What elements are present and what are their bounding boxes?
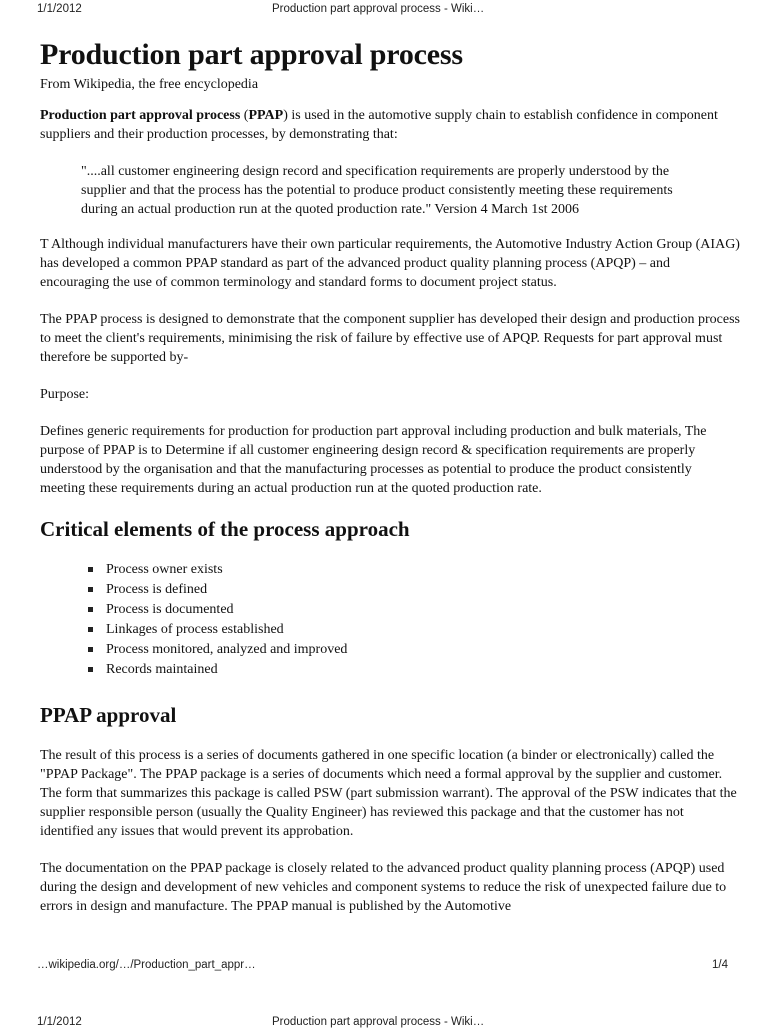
next-page-title: Production part approval process - Wiki…	[272, 1016, 485, 1028]
header-date: 1/1/2012	[37, 3, 82, 15]
footer-page-number: 1/4	[712, 959, 728, 971]
intro-paragraph	[40, 106, 740, 144]
page-title: Production part approval process	[40, 38, 463, 71]
definition-quote: "....all customer engineering design record and specification requirements are properly understood by the supplier and that the process has the potential to produce product consistently meeting these requirements during an actual production run at the quoted production rate." Version 4 March 1st 2006	[81, 164, 673, 217]
purpose-label: Purpose:	[40, 387, 89, 402]
intro-open: (	[240, 108, 249, 123]
article-source: From Wikipedia, the free encyclopedia	[40, 77, 259, 92]
aiag-paragraph: T Although individual manufacturers have their own particular requirements, the Automotive Industry Action Group (AIAG) has developed a common PPAP standard as part of the advanced product quality planning process (APQP) – and encouraging the use of common terminology and standard forms to document project status.	[40, 237, 740, 290]
list-item: Process owner exists	[106, 560, 740, 580]
list-item: Linkages of process established	[106, 620, 740, 640]
critical-elements-heading: Critical elements of the process approach	[40, 517, 410, 541]
result-paragraph: The result of this process is a series of documents gathered in one specific location (a binder or electronically) called the "PPAP Package". The PPAP package is a series of documents which need a formal approval by the supplier and customer. The form that summarizes this package is called PSW (part submission warrant). The approval of the PSW indicates that the supplier responsible person (usually the Quality Engineer) has reviewed this package and that the customer has not identified any issues that would prevent its approbation.	[40, 748, 737, 839]
purpose-paragraph: Defines generic requirements for production for production part approval including production and bulk materials, The purpose of PPAP is to Determine if all customer engineering design record & specification requirements are properly understood by the organisation and that the manufacturing processes as potential to produce the product consistently meeting these requirements during an actual production run at the quoted production rate.	[40, 424, 707, 496]
list-item: Process is documented	[106, 600, 740, 620]
documentation-paragraph: The documentation on the PPAP package is closely related to the advanced product quality planning process (APQP) used during the design and development of new vehicles and component systems to reduce the risk of unexpected failure due to errors in design and manufacture. The PPAP manual is published by the Automotive	[40, 861, 727, 914]
article	[40, 38, 740, 934]
next-page-date: 1/1/2012	[37, 1016, 82, 1028]
footer-url[interactable]: …wikipedia.org/…/Production_part_appr…	[37, 959, 256, 971]
bullet-icon	[88, 567, 93, 572]
list-item: Records maintained	[106, 660, 740, 680]
intro-term: Production part approval process	[40, 108, 241, 123]
bullet-icon	[88, 607, 93, 612]
bullet-icon	[88, 627, 93, 632]
ppap-approval-heading: PPAP approval	[40, 703, 177, 727]
list-item: Process monitored, analyzed and improved	[106, 640, 740, 660]
critical-elements-list	[40, 560, 740, 680]
intro-abbr: PPAP	[248, 108, 284, 123]
bullet-icon	[88, 647, 93, 652]
bullet-icon	[88, 587, 93, 592]
design-paragraph: The PPAP process is designed to demonstrate that the component supplier has developed their design and production process to meet the client's requirements, minimising the risk of failure by effective use of APQP. Requests for part approval must therefore be supported by-	[40, 312, 740, 365]
intro-rest: ) is used in the automotive supply chain to establish confidence in component suppliers and their production processes, by demonstrating that:	[40, 108, 718, 142]
header-title: Production part approval process - Wiki…	[272, 3, 485, 15]
list-item: Process is defined	[106, 580, 740, 600]
bullet-icon	[88, 667, 93, 672]
